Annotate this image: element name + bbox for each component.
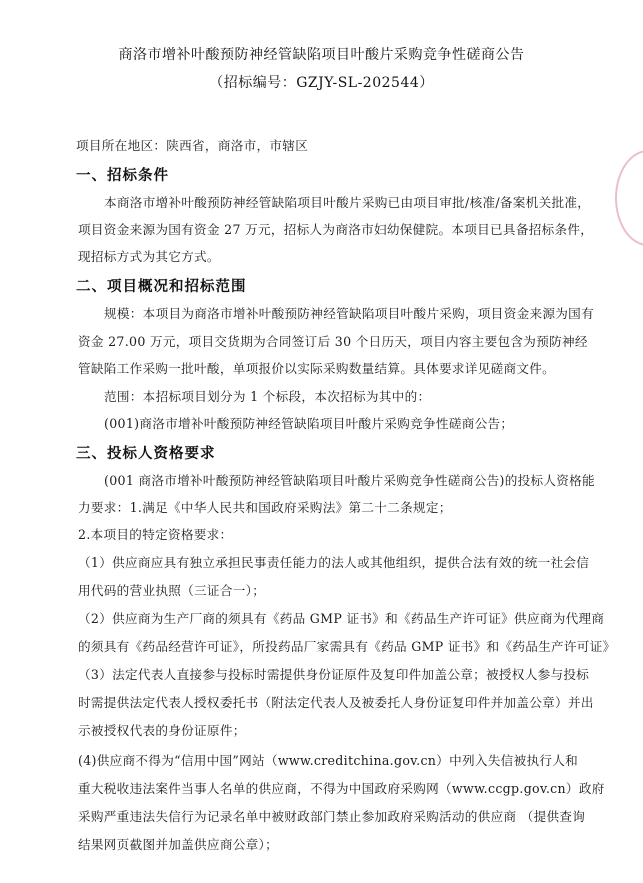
paragraph-line: 项目资金来源为国有资金 27 万元，招标人为商洛市妇幼保健院。本项目已具备招标条件， bbox=[78, 222, 594, 237]
paragraph-line: 规模：本项目为商洛市增补叶酸预防神经管缺陷项目叶酸片采购，项目资金来源为国有 bbox=[104, 306, 594, 321]
paragraph-line: （1）供应商应具有独立承担民事责任能力的法人或其他组织，提供合法有效的统一社会信 bbox=[78, 555, 590, 570]
paragraph-line: 结果网页截图并加盖供应商公章）； bbox=[78, 837, 278, 852]
paragraph-line: 资金 27.00 万元，项目交货期为合同签订后 30 个日历天，项目内容主要包含为预防神经 bbox=[78, 334, 588, 349]
project-location: 项目所在地区：陕西省，商洛市，市辖区 bbox=[76, 138, 309, 153]
paragraph-line: 力要求：1.满足《中华人民共和国政府采购法》第二十二条规定； bbox=[78, 500, 452, 515]
paragraph-line: (001)商洛市增补叶酸预防神经管缺陷项目叶酸片采购竞争性磋商公告； bbox=[104, 416, 514, 431]
paragraph-line: 重大税收违法案件当事人名单的供应商，不得为中国政府采购网（www.ccgp.gov.cn）政府 bbox=[78, 781, 605, 796]
section-heading: 三、投标人资格要求 bbox=[76, 446, 216, 462]
paragraph-line: 管缺陷工作采购一批叶酸，单项报价以实际采购数量结算。具体要求详见磋商文件。 bbox=[78, 361, 556, 376]
document-title: 商洛市增补叶酸预防神经管缺陷项目叶酸片采购竞争性磋商公告 bbox=[118, 47, 525, 63]
paragraph-line: （3）法定代表人直接参与投标时需提供身份证原件及复印件加盖公章；被授权人参与投标 bbox=[78, 667, 590, 682]
paragraph-line: 示被授权代表的身份证原件； bbox=[78, 723, 246, 738]
paragraph-line: 时需提供法定代表人授权委托书（附法定代表人及被委托人身份证复印件并加盖公章）并出 bbox=[78, 695, 594, 710]
paragraph-line: (001 商洛市增补叶酸预防神经管缺陷项目叶酸片采购竞争性磋商公告)的投标人资格能 bbox=[104, 473, 595, 488]
paragraph-line: 2.本项目的特定资格要求： bbox=[78, 527, 233, 542]
section-heading: 一、招标条件 bbox=[76, 168, 169, 184]
paragraph-line: （2）供应商为生产厂商的须具有《药品 GMP 证书》和《药品生产许可证》供应商为代理商 bbox=[78, 611, 605, 626]
official-seal-edge bbox=[615, 150, 643, 246]
section-heading: 二、项目概况和招标范围 bbox=[76, 279, 247, 295]
paragraph-line: 范围：本招标项目划分为 1 个标段，本次招标为其中的： bbox=[104, 389, 431, 404]
paragraph-line: 采购严重违法失信行为记录名单中被财政部门禁止参加政府采购活动的供应商 （提供查询 bbox=[78, 809, 586, 824]
paragraph-line: (4)供应商不得为“信用中国”网站（www.creditchina.gov.cn）中列入失信被执行人和 bbox=[78, 753, 579, 768]
bid-number: （招标编号：GZJY-SL-202544） bbox=[209, 75, 434, 91]
paragraph-line: 的须具有《药品经营许可证》，所投药品厂家需具有《药品 GMP 证书》和《药品生产许可证》 bbox=[78, 639, 616, 654]
paragraph-line: 现招标方式为其它方式。 bbox=[78, 249, 220, 264]
paragraph-line: 本商洛市增补叶酸预防神经管缺陷项目叶酸片采购已由项目审批/核准/备案机关批准， bbox=[104, 195, 591, 210]
paragraph-line: 用代码的营业执照（三证合一）； bbox=[78, 583, 266, 598]
